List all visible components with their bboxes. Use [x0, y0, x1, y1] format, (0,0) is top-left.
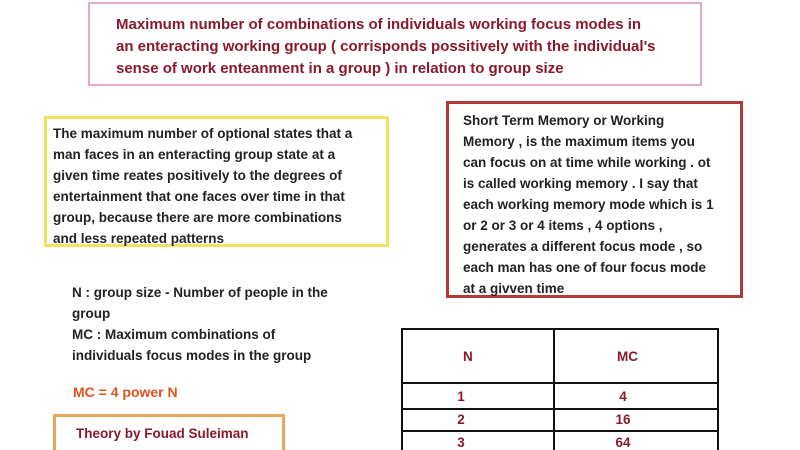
table-column-divider: [553, 330, 555, 450]
memory-line: at a givven time: [463, 281, 565, 296]
memory-line: can focus on at time while working . ot: [463, 155, 711, 170]
table-rule: [403, 382, 717, 384]
memory-line: or 2 or 3 or 4 items , 4 options ,: [463, 218, 663, 233]
note-line: The maximum number of optional states that a: [53, 126, 353, 141]
entertainment-note-box: [44, 116, 389, 247]
table-header-mc: MC: [617, 349, 638, 364]
note-line: entertainment that one faces over time in that: [53, 189, 345, 204]
memory-line: generates a different focus mode , so: [463, 239, 703, 254]
note-line: man faces in an enteracting group state at a: [53, 147, 336, 162]
memory-line: each working memory mode which is 1: [463, 197, 714, 212]
combinations-table: [401, 328, 719, 450]
memory-line: Memory , is the maximum items you: [463, 134, 695, 149]
table-cell-n: 3: [457, 435, 465, 450]
formula: MC = 4 power N: [73, 384, 178, 400]
theory-credit-box: [53, 414, 285, 450]
working-memory-note-box: [446, 101, 743, 298]
note-line: and less repeated patterns: [53, 231, 225, 246]
table-cell-mc: 4: [619, 389, 627, 404]
table-cell-mc: 64: [615, 435, 631, 450]
title-line: sense of work enteanment in a group ) in relation to group size: [116, 60, 564, 77]
table-cell-mc: 16: [615, 412, 631, 427]
title-box: [88, 2, 702, 86]
table-rule: [403, 430, 717, 432]
definition-mc-line: individuals focus modes in the group: [72, 348, 312, 363]
definition-mc-line: MC : Maximum combinations of: [72, 327, 276, 342]
note-line: given time reates positively to the degrees of: [53, 168, 342, 183]
definition-n-line: N : group size - Number of people in the: [72, 285, 328, 300]
memory-line: Short Term Memory or Working: [463, 113, 665, 128]
table-cell-n: 1: [457, 389, 465, 404]
table-rule: [403, 408, 717, 410]
title-line: Maximum number of combinations of individuals working focus modes in: [116, 16, 642, 33]
table-cell-n: 2: [457, 412, 465, 427]
memory-line: is called working memory . I say that: [463, 176, 698, 191]
definition-n-line: group: [72, 306, 111, 321]
table-header-n: N: [463, 349, 473, 364]
definitions-block: [72, 282, 372, 366]
memory-line: each man has one of four focus mode: [463, 260, 707, 275]
note-line: group, because there are more combinations: [53, 210, 342, 225]
theory-credit: Theory by Fouad Suleiman: [76, 426, 249, 441]
title-line: an enteracting working group ( corrisponds possitively with the individual's: [116, 38, 656, 55]
